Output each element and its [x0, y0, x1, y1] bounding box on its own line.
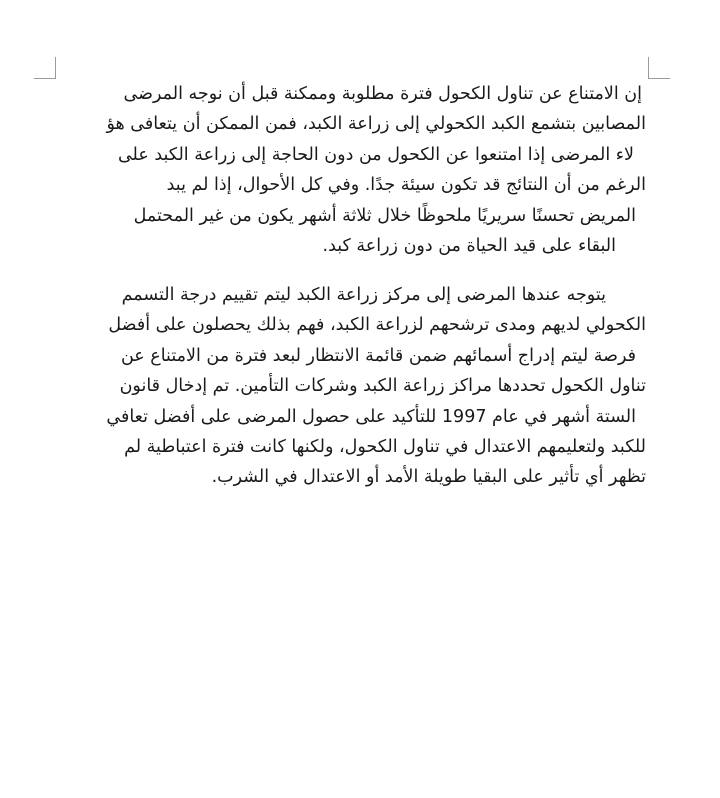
text-line: تظهر أي تأثير على البقيا طويلة الأمد أو الاعتدال في الشرب.: [211, 467, 646, 488]
text-line: للكبد ولتعليمهم الاعتدال في تناول الكحول، ولكنها كانت فترة اعتباطية لم: [124, 436, 646, 457]
text-line: البقاء على قيد الحياة من دون زراعة كبد.: [322, 235, 616, 256]
text-line: الكحولي لديهم ومدى ترشحهم لزراعة الكبد، فهم بذلك يحصلون على أفضل: [108, 315, 646, 336]
text-line: المريض تحسنًا سريريًا ملحوظًا خلال ثلاثة أشهر يكون من غير المحتمل: [133, 205, 636, 226]
top-right-margin-mark: [648, 57, 670, 79]
text-line: المصابين بتشمع الكبد الكحولي إلى زراعة الكبد، فمن الممكن أن يتعافى هؤ: [106, 114, 646, 135]
top-left-margin-mark: [34, 57, 56, 79]
text-line: إن الامتناع عن تناول الكحول فترة مطلوبة وممكنة قبل أن نوجه المرضى: [123, 84, 642, 104]
text-line: الرغم من أن النتائج قد تكون سيئة جدًا. وفي كل الأحوال، إذا لم يبد: [166, 175, 646, 196]
text-line: تناول الكحول تحددها مراكز زراعة الكبد وشركات التأمين. تم إدخال قانون: [119, 376, 646, 397]
paragraph-2[interactable]: [56, 280, 646, 493]
paragraph-1[interactable]: [56, 79, 646, 261]
text-line: يتوجه عندها المرضى إلى مركز زراعة الكبد ليتم تقييم درجة التسمم: [121, 285, 606, 305]
text-line: فرصة ليتم إدراج أسمائهم ضمن قائمة الانتظار لبعد فترة من الامتناع عن: [120, 345, 636, 366]
text-line: لاء المرضى إذا امتنعوا عن الكحول من دون الحاجة إلى زراعة الكبد على: [117, 144, 634, 165]
text-line: الستة أشهر في عام 1997 للتأكيد على حصول المرضى على أفضل تعافي: [106, 406, 636, 427]
